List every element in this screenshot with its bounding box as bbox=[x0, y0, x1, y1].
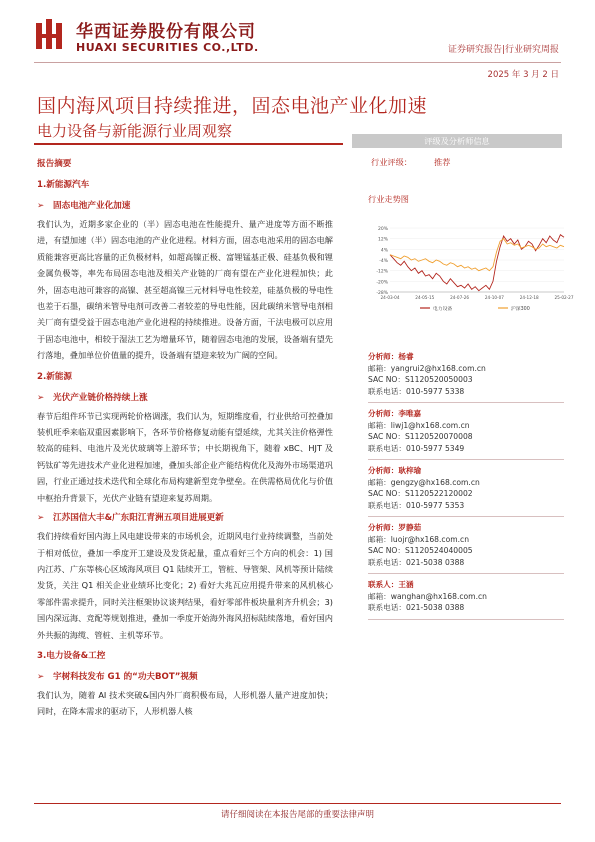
report-type: 证券研究报告|行业研究周报 bbox=[447, 45, 559, 55]
report-date: 2025 年 3 月 2 日 bbox=[487, 70, 559, 80]
x-tick-label: 24-03-04 bbox=[380, 295, 400, 300]
header-divider bbox=[34, 62, 561, 63]
section-bullet: ➢ 江苏国信大丰&广东阳江青洲五项目进展更新 bbox=[37, 508, 333, 528]
analyst-phone: 联系电话：021-5038 0388 bbox=[368, 557, 465, 567]
analyst-name: 罗静茹 bbox=[398, 523, 422, 532]
contact-name: 王涵 bbox=[398, 580, 414, 589]
arrow-bullet-icon: ➢ bbox=[37, 513, 45, 524]
x-tick-label: 24-10-07 bbox=[484, 295, 504, 300]
section-heading: 3.电力设备&工控 bbox=[37, 650, 106, 661]
rating-label: 行业评级： bbox=[371, 157, 412, 167]
y-tick-label: -12% bbox=[376, 269, 388, 275]
y-tick-label: -28% bbox=[376, 291, 388, 296]
analyst-role: 分析师： bbox=[368, 466, 399, 475]
subtitle-divider bbox=[34, 143, 343, 145]
section-paragraph: 我们持续看好国内海上风电建设带来的市场机会，近期风电行业持续调整，当前处于相对低位，叠加一季度开工建设及发货起量，重点看好三个方向的机会：1) 国内江苏、广东等核心区域海风项目 Q1 陆续开工，管桩、导管架、风机等预计陆续发货，关注 Q1 相关企业业绩环比变化；2) 看好大兆瓦应用提升带来的风机核心零部件需求提升，同时关注框架协议谈判结果，看好零部件板块量利齐升机会；3) 国内深远海、竞配等规划推进，叠加一季度开始海外海风招标陆续落地，看好国内外共振的海缆、管桩、主机等环节。 bbox=[37, 531, 333, 640]
y-tick-label: 12% bbox=[377, 237, 388, 243]
company-logo-icon bbox=[34, 19, 68, 53]
contact-email: 邮箱：wanghan@hx168.com.cn bbox=[368, 591, 487, 601]
section-heading: 2.新能源 bbox=[37, 371, 73, 382]
y-tick-label: -20% bbox=[376, 280, 388, 286]
industry-trend-chart bbox=[368, 224, 574, 316]
arrow-bullet-icon: ➢ bbox=[37, 392, 45, 403]
analyst-sac: SAC NO：S1120524040005 bbox=[368, 546, 473, 555]
analyst-card bbox=[368, 351, 568, 403]
company-name-cn: 华西证券股份有限公司 bbox=[76, 22, 256, 42]
trend-chart-title: 行业走势图 bbox=[368, 194, 409, 204]
arrow-bullet-icon: ➢ bbox=[37, 671, 45, 682]
section-bullet: ➢ 宇树科技发布 G1 的“功夫BOT”视频 bbox=[37, 667, 333, 687]
analyst-name: 李唯嘉 bbox=[398, 409, 422, 418]
x-tick-label: 24-07-26 bbox=[450, 295, 470, 300]
y-tick-label: -4% bbox=[379, 259, 388, 264]
report-title: 国内海风项目持续推进，固态电池产业化加速 bbox=[37, 95, 428, 117]
analyst-sac: SAC NO：S1120520070008 bbox=[368, 432, 473, 441]
analyst-sac: SAC NO：S1120520050003 bbox=[368, 375, 473, 384]
section-paragraph: 我们认为，随着 AI 技术突破&国内外厂商积极布局，人形机器人量产进度加快；同时，在降本需求的驱动下，人形机器人核 bbox=[37, 689, 333, 717]
footer-disclaimer: 请仔细阅读在本报告尾部的重要法律声明 bbox=[220, 810, 374, 820]
analyst-phone: 联系电话：010-5977 5338 bbox=[368, 386, 465, 396]
contact-phone: 联系电话：021-5038 0388 bbox=[368, 603, 465, 612]
rating-value: 推荐 bbox=[434, 157, 451, 167]
analyst-email: 邮箱：liwj1@hx168.com.cn bbox=[368, 420, 470, 430]
analyst-phone: 联系电话：010-5977 5349 bbox=[368, 443, 465, 453]
summary-heading: 报告摘要 bbox=[37, 159, 72, 169]
legend-label: 沪深300 bbox=[511, 307, 530, 312]
analyst-name: 杨睿 bbox=[398, 352, 414, 361]
company-name-en: HUAXI SECURITIES CO.,LTD. bbox=[76, 41, 259, 54]
section-bullet: ➢ 固态电池产业化加速 bbox=[37, 196, 333, 216]
analyst-card bbox=[368, 408, 568, 460]
rating-box-title: 评级及分析师信息 bbox=[352, 134, 562, 148]
series-line bbox=[390, 239, 564, 271]
report-subtitle: 电力设备与新能源行业周观察 bbox=[37, 122, 233, 140]
x-tick-label: 24-12-18 bbox=[519, 295, 539, 300]
footer-divider bbox=[34, 803, 561, 804]
section-paragraph: 春节后组件环节已实现两轮价格调涨，我们认为，短期维度看，行业供给可控叠加装机旺季来临双重因素影响下，各环节价格修复动能有望延续，尤其关注价格弹性较高的硅料、电池片及光伏玻璃等上游环节；中长期视角下，随着 xBC、HJT 及钙钛矿等先进技术产业化进程加速，叠加头部企业产能结构优化及海外市场渠道巩固，行业正通过技术迭代和全球化布局构建新型竞争壁垒。在供需格局优化与价值中枢抬升背景下，光伏产业链有望迎来复苏周期。 bbox=[37, 410, 333, 503]
arrow-bullet-icon: ➢ bbox=[37, 201, 45, 211]
analyst-sac: SAC NO：S1120522120002 bbox=[368, 489, 473, 498]
y-tick-label: 20% bbox=[377, 227, 388, 232]
section-heading: 1.新能源汽车 bbox=[37, 180, 90, 190]
analyst-email: 邮箱：gengzy@hx168.com.cn bbox=[368, 477, 480, 487]
contact-divider bbox=[368, 619, 564, 620]
analyst-divider bbox=[368, 516, 564, 517]
report-summary bbox=[37, 156, 333, 720]
analyst-role: 分析师： bbox=[368, 523, 399, 532]
x-tick-label: 24-05-15 bbox=[415, 295, 435, 300]
analyst-name: 耿梓瑜 bbox=[398, 466, 422, 475]
section-paragraph: 我们认为，近期多家企业的（半）固态电池在性能提升、量产进度等方面不断推进，有望加速（半）固态电池的产业化进程。材料方面，固态电池采用的固态电解质能兼容更高比容量的正负极材料，如超高镍正极、富锂锰基正极、硅基负极和锂金属负极等，率先布局固态电池及相关产业链的厂商有望在产业化进程加快；此外，固态电池可兼容的高镍、甚至超高镍三元材料导电性较差，硅基负极的导电性也差于石墨，碳纳米管导电剂可改善二者较差的导电性能，因此碳纳米管导电剂相关厂商有望受益于固态电池产业化进程的持续推进。设备方面，干法电极可以应用于固态电池中，相较于湿法工艺为增量环节，随着固态电池的发展，设备端有望先行落地，叠加单位价值量的提升，设备端有望迎来较为广阔的空间。 bbox=[37, 219, 333, 361]
section-bullet: ➢ 光伏产业链价格持续上涨 bbox=[37, 388, 333, 408]
analyst-card bbox=[368, 522, 568, 574]
analyst-role: 分析师： bbox=[368, 352, 399, 361]
series-line bbox=[390, 235, 564, 291]
analyst-email: 邮箱：luojr@hx168.com.cn bbox=[368, 534, 470, 544]
analyst-email: 邮箱：yangrui2@hx168.com.cn bbox=[368, 363, 486, 373]
contact-card bbox=[368, 579, 568, 620]
analyst-divider bbox=[368, 459, 564, 460]
analyst-divider bbox=[368, 573, 564, 574]
analyst-card bbox=[368, 465, 568, 517]
legend-label: 电力设备 bbox=[433, 307, 453, 312]
contact-role: 联系人： bbox=[368, 580, 399, 589]
x-tick-label: 25-02-27 bbox=[554, 295, 574, 300]
y-tick-label: 4% bbox=[380, 248, 388, 254]
analyst-role: 分析师： bbox=[368, 409, 399, 418]
analyst-divider bbox=[368, 402, 564, 403]
analyst-phone: 联系电话：010-5977 5353 bbox=[368, 500, 465, 510]
